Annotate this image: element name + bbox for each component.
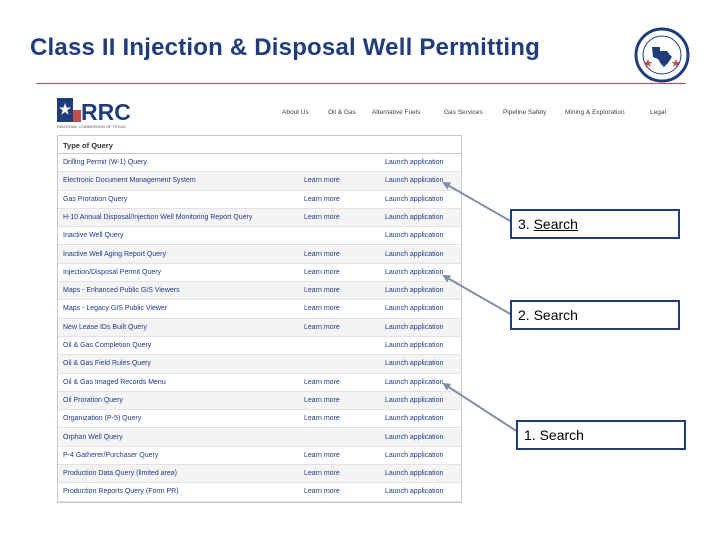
- learn-more-link[interactable]: Learn more: [304, 195, 340, 203]
- query-link[interactable]: Inactive Well Aging Report Query: [63, 250, 166, 258]
- query-link[interactable]: Oil & Gas Completion Query: [63, 342, 152, 349]
- query-link[interactable]: P-4 Gatherer/Purchaser Query: [63, 451, 159, 459]
- query-link[interactable]: Production Data Query (limited area): [63, 470, 177, 478]
- launch-application-link[interactable]: Launch application: [385, 287, 444, 295]
- launch-application-link[interactable]: Launch application: [385, 323, 444, 331]
- query-link[interactable]: Oil Proration Query: [63, 396, 123, 404]
- learn-more-link[interactable]: Learn more: [304, 451, 340, 459]
- learn-more-link[interactable]: Learn more: [304, 488, 340, 496]
- learn-more-link[interactable]: Learn more: [304, 268, 340, 276]
- learn-more-link[interactable]: Learn more: [304, 213, 340, 221]
- nav-mining-exploration[interactable]: Mining & Exploration: [565, 109, 625, 116]
- callout-number: 2.: [518, 307, 534, 323]
- query-link[interactable]: Injection/Disposal Permit Query: [63, 268, 162, 276]
- query-link[interactable]: Orphan Well Query: [63, 433, 123, 441]
- nav-oil-gas[interactable]: Oil & Gas: [328, 109, 356, 116]
- launch-application-link[interactable]: Launch application: [385, 415, 444, 423]
- callout-number: 3.: [518, 216, 534, 232]
- learn-more-link[interactable]: Learn more: [304, 250, 340, 258]
- learn-more-link[interactable]: Learn more: [304, 287, 340, 295]
- query-link[interactable]: Gas Proration Query: [63, 195, 128, 203]
- query-link[interactable]: Production Reports Query (Form PR): [63, 488, 179, 496]
- launch-application-link[interactable]: Launch application: [385, 488, 444, 496]
- learn-more-link[interactable]: Learn more: [304, 177, 340, 185]
- callout-search-3: [510, 209, 680, 239]
- launch-application-link[interactable]: Launch application: [385, 396, 444, 404]
- query-link[interactable]: H-10 Annual Disposal/Injection Well Monitoring Report Query: [63, 213, 253, 221]
- launch-application-link[interactable]: Launch application: [385, 451, 444, 459]
- logo-text: RRC: [81, 99, 131, 125]
- query-link[interactable]: Inactive Well Query: [63, 232, 124, 240]
- launch-application-link[interactable]: Launch application: [385, 433, 444, 441]
- table-header: Type of Query: [58, 136, 461, 154]
- launch-application-link[interactable]: Launch application: [385, 305, 444, 313]
- launch-application-link[interactable]: Launch application: [385, 470, 444, 478]
- learn-more-link[interactable]: Learn more: [304, 378, 340, 386]
- launch-application-link[interactable]: Launch application: [385, 195, 444, 203]
- launch-application-link[interactable]: Launch application: [385, 213, 444, 221]
- launch-application-link[interactable]: Launch application: [385, 159, 444, 166]
- logo-caption: RAILROAD COMMISSION OF TEXAS: [57, 124, 126, 129]
- learn-more-link[interactable]: Learn more: [304, 470, 340, 478]
- callout-word: Search: [539, 427, 584, 443]
- query-link[interactable]: Drilling Permit (W-1) Query: [63, 159, 147, 166]
- learn-more-link[interactable]: Learn more: [304, 415, 340, 423]
- callout-number: 1.: [524, 427, 540, 443]
- callout-search-2: [510, 300, 680, 330]
- nav-alternative-fuels[interactable]: Alternative Fuels: [372, 109, 421, 116]
- arrow-to-edms: [444, 183, 512, 222]
- query-link[interactable]: Oil & Gas Imaged Records Menu: [63, 378, 166, 386]
- slide-title: Class II Injection & Disposal Well Permitting: [30, 34, 540, 61]
- query-link[interactable]: Maps - Legacy GIS Public Viewer: [63, 305, 168, 313]
- arrow-to-injection-disposal: [444, 276, 512, 315]
- nav-about-us[interactable]: About Us: [282, 109, 309, 116]
- query-link[interactable]: Organization (P-5) Query: [63, 415, 142, 423]
- launch-application-link[interactable]: Launch application: [385, 342, 444, 349]
- learn-more-link[interactable]: Learn more: [304, 323, 340, 331]
- launch-application-link[interactable]: Launch application: [385, 250, 444, 258]
- learn-more-link[interactable]: Learn more: [304, 396, 340, 404]
- nav-gas-services[interactable]: Gas Services: [444, 109, 483, 116]
- query-link[interactable]: New Lease IDs Built Query: [63, 323, 148, 331]
- learn-more-link[interactable]: Learn more: [304, 305, 340, 313]
- query-link[interactable]: Maps - Enhanced Public GIS Viewers: [63, 287, 180, 295]
- launch-application-link[interactable]: Launch application: [385, 232, 444, 240]
- query-link[interactable]: Oil & Gas Field Rules Query: [63, 360, 151, 368]
- callout-word: Search: [533, 307, 578, 323]
- launch-application-link[interactable]: Launch application: [385, 378, 444, 386]
- callout-search-1: [516, 420, 686, 450]
- launch-application-link[interactable]: Launch application: [385, 360, 444, 368]
- launch-application-link[interactable]: Launch application: [385, 268, 444, 276]
- query-link[interactable]: Electronic Document Management System: [63, 177, 196, 185]
- arrow-to-imaged-records: [444, 384, 518, 432]
- callout-word: Search: [533, 216, 578, 232]
- nav-pipeline-safety[interactable]: Pipeline Safety: [503, 109, 547, 116]
- launch-application-link[interactable]: Launch application: [385, 177, 444, 185]
- nav-legal[interactable]: Legal: [650, 109, 666, 116]
